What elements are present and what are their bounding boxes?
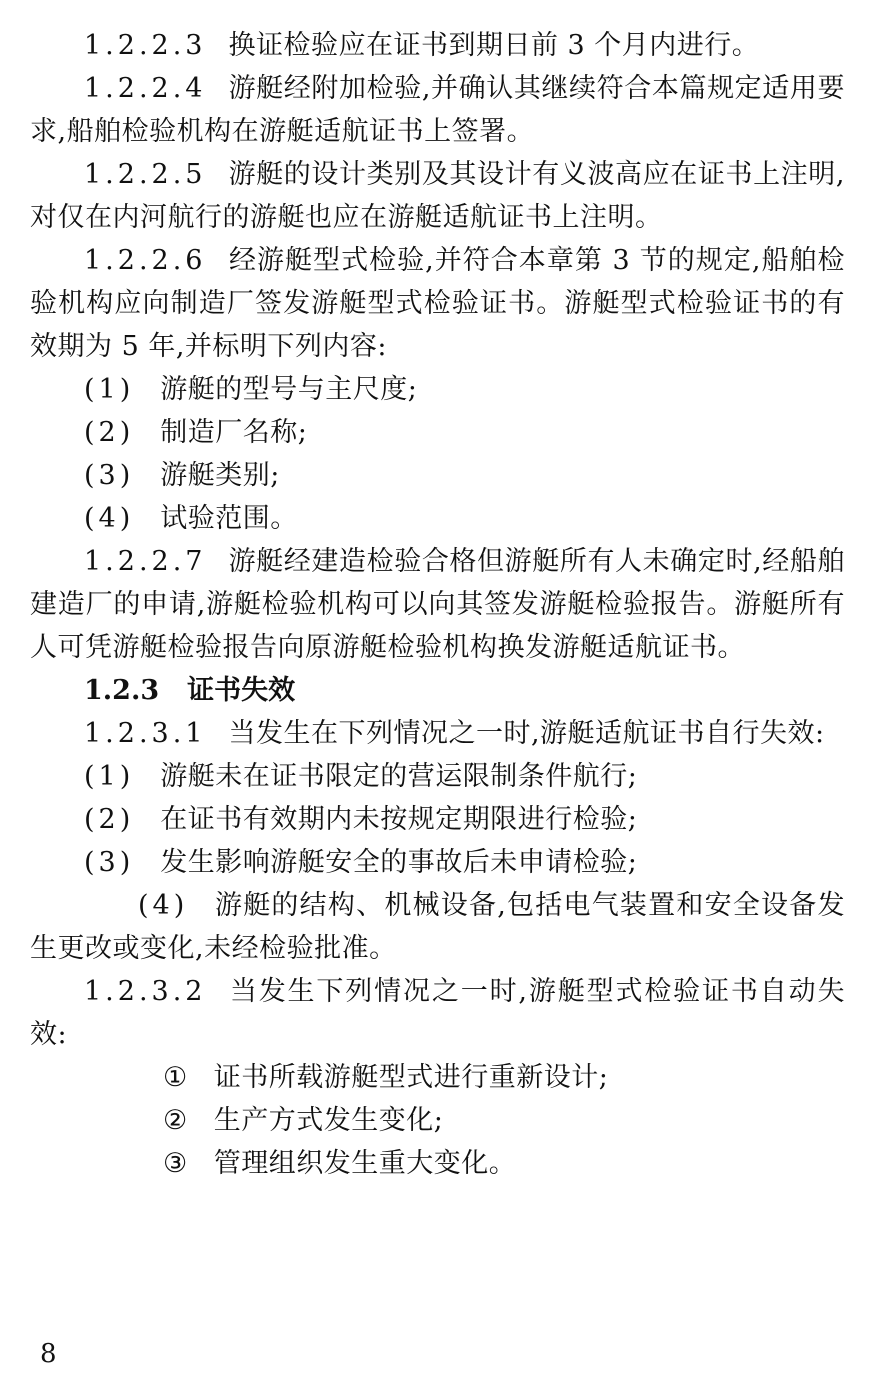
- list-item: [30, 497, 845, 540]
- clause-number: 1.2.3.2: [84, 976, 207, 1007]
- item-label: (1): [84, 761, 135, 792]
- clause-text: 游艇经附加检验,并确认其继续符合本篇规定适用要求,船舶检验机构在游艇适航证书上签署。: [30, 73, 845, 147]
- item-text: 证书所载游艇型式进行重新设计;: [213, 1062, 609, 1093]
- item-label: (4): [138, 890, 189, 921]
- list-item: [30, 368, 845, 411]
- item-text: 生产方式发生变化;: [213, 1105, 444, 1136]
- item-label: ③: [163, 1148, 188, 1179]
- item-label: (2): [84, 804, 135, 835]
- item-text: 管理组织发生重大变化。: [213, 1148, 517, 1179]
- list-item: [30, 755, 845, 798]
- clause-number: 1.2.2.7: [84, 546, 207, 577]
- section-heading: [30, 669, 845, 712]
- item-text: 游艇的型号与主尺度;: [160, 374, 418, 405]
- page-number: 8: [40, 1339, 57, 1369]
- item-text: 游艇未在证书限定的营运限制条件航行;: [160, 761, 638, 792]
- item-text: 游艇类别;: [160, 460, 280, 491]
- clause-1-2-2-4: [30, 67, 845, 153]
- clause-1-2-3-2: [30, 970, 845, 1056]
- section-title: 证书失效: [187, 675, 296, 706]
- item-label: (4): [84, 503, 135, 534]
- clause-text: 游艇经建造检验合格但游艇所有人未确定时,经船舶建造厂的申请,游艇检验机构可以向其签发游艇检验报告。游艇所有人可凭游艇检验报告向原游艇检验机构换发游艇适航证书。: [30, 546, 845, 663]
- clause-text: 换证检验应在证书到期日前 3 个月内进行。: [228, 30, 760, 61]
- item-label: ①: [163, 1062, 188, 1093]
- item-text: 制造厂名称;: [160, 417, 308, 448]
- clause-text: 当发生在下列情况之一时,游艇适航证书自行失效:: [228, 718, 825, 749]
- list-item: [30, 1099, 845, 1142]
- clause-text: 当发生下列情况之一时,游艇型式检验证书自动失效:: [30, 976, 845, 1050]
- clause-1-2-2-6: [30, 239, 845, 368]
- list-item: [30, 454, 845, 497]
- clause-1-2-2-7: [30, 540, 845, 669]
- clause-number: 1.2.2.6: [84, 245, 207, 276]
- clause-number: 1.2.3.1: [84, 718, 207, 749]
- list-item: [30, 841, 845, 884]
- item-label: (3): [84, 847, 135, 878]
- list-item: [30, 1056, 845, 1099]
- clause-1-2-2-3: [30, 24, 845, 67]
- list-item: [30, 798, 845, 841]
- list-item: [30, 1142, 845, 1185]
- clause-1-2-3-1: [30, 712, 845, 755]
- list-item: [30, 884, 845, 970]
- clause-number: 1.2.2.5: [84, 159, 207, 190]
- item-label: ②: [163, 1105, 188, 1136]
- item-label: (3): [84, 460, 135, 491]
- item-text: 试验范围。: [160, 503, 298, 534]
- clause-number: 1.2.2.4: [84, 73, 207, 104]
- clause-text: 经游艇型式检验,并符合本章第 3 节的规定,船舶检验机构应向制造厂签发游艇型式检验证书。游艇型式检验证书的有效期为 5 年,并标明下列内容:: [30, 245, 845, 362]
- item-text: 在证书有效期内未按规定期限进行检验;: [160, 804, 638, 835]
- item-label: (2): [84, 417, 135, 448]
- item-text: 发生影响游艇安全的事故后未申请检验;: [160, 847, 638, 878]
- clause-number: 1.2.2.3: [84, 30, 207, 61]
- section-number: 1.2.3: [84, 675, 160, 706]
- document-page: [30, 24, 845, 1185]
- item-text: 游艇的结构、机械设备,包括电气装置和安全设备发生更改或变化,未经检验批准。: [30, 890, 845, 964]
- list-item: [30, 411, 845, 454]
- clause-text: 游艇的设计类别及其设计有义波高应在证书上注明,对仅在内河航行的游艇也应在游艇适航证书上注明。: [30, 159, 845, 233]
- item-label: (1): [84, 374, 135, 405]
- clause-1-2-2-5: [30, 153, 845, 239]
